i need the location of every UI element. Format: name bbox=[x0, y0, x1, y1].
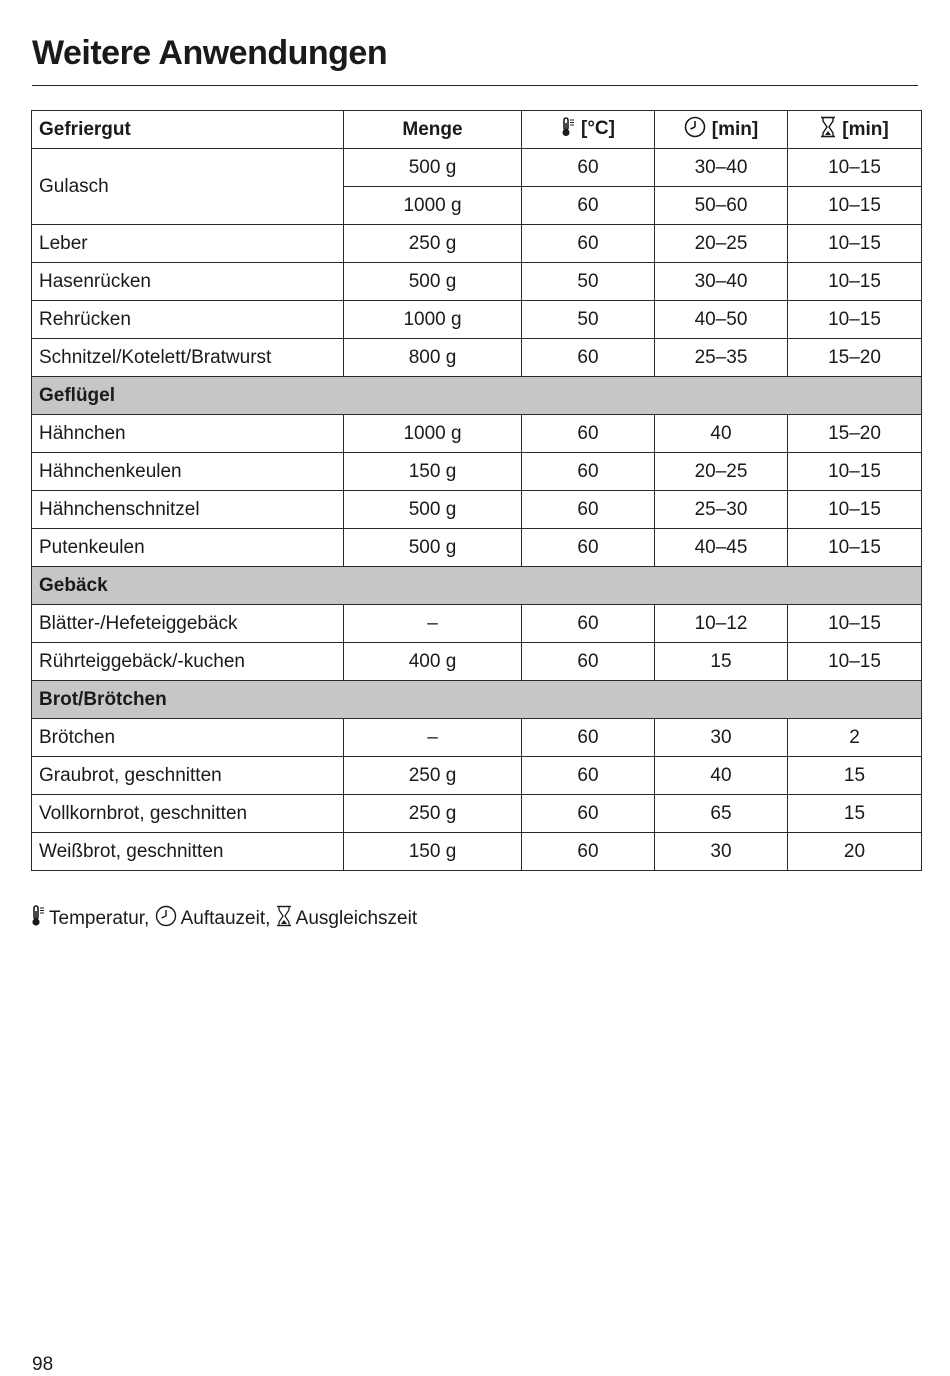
table-row bbox=[32, 643, 922, 681]
legend-thaw-time: Auftauzeit, bbox=[180, 908, 271, 929]
cell-item: Graubrot, geschnitten bbox=[32, 757, 344, 795]
section-header-row bbox=[32, 377, 922, 415]
section-header-row bbox=[32, 567, 922, 605]
legend-rest-time: Ausgleichszeit bbox=[295, 908, 418, 929]
table-row bbox=[32, 719, 922, 757]
cell-temperature: 50 bbox=[522, 301, 655, 339]
cell-quantity: 1000 g bbox=[344, 187, 522, 225]
cell-rest-time: 10–15 bbox=[788, 225, 922, 263]
cell-thaw-time: 15 bbox=[655, 643, 788, 681]
cell-quantity: 150 g bbox=[344, 453, 522, 491]
cell-thaw-time: 20–25 bbox=[655, 225, 788, 263]
cell-rest-time: 15 bbox=[788, 757, 922, 795]
cell-temperature: 60 bbox=[522, 605, 655, 643]
table-header-row bbox=[32, 111, 922, 149]
cell-temperature: 60 bbox=[522, 453, 655, 491]
table-row bbox=[32, 833, 922, 871]
cell-thaw-time: 30 bbox=[655, 719, 788, 757]
cell-quantity: 250 g bbox=[344, 795, 522, 833]
cell-temperature: 60 bbox=[522, 757, 655, 795]
cell-temperature: 60 bbox=[522, 491, 655, 529]
cell-thaw-time: 10–12 bbox=[655, 605, 788, 643]
cell-temperature: 60 bbox=[522, 415, 655, 453]
cell-quantity: 500 g bbox=[344, 149, 522, 187]
cell-thaw-time: 25–35 bbox=[655, 339, 788, 377]
cell-rest-time: 10–15 bbox=[788, 149, 922, 187]
table-row bbox=[32, 225, 922, 263]
cell-item: Schnitzel/Kotelett/Bratwurst bbox=[32, 339, 344, 377]
cell-item: Weißbrot, geschnitten bbox=[32, 833, 344, 871]
header-temperature-label: [°C] bbox=[581, 117, 615, 139]
cell-quantity: 1000 g bbox=[344, 415, 522, 453]
cell-rest-time: 15–20 bbox=[788, 415, 922, 453]
table-row bbox=[32, 795, 922, 833]
cell-thaw-time: 30 bbox=[655, 833, 788, 871]
table-row bbox=[32, 491, 922, 529]
table-row bbox=[32, 453, 922, 491]
thermometer-icon bbox=[31, 905, 45, 933]
cell-temperature: 60 bbox=[522, 719, 655, 757]
header-quantity: Menge bbox=[344, 111, 522, 149]
cell-rest-time: 10–15 bbox=[788, 643, 922, 681]
table-row bbox=[32, 263, 922, 301]
cell-item: Gulasch bbox=[32, 149, 344, 225]
header-temperature bbox=[522, 111, 655, 149]
cell-quantity: 500 g bbox=[344, 491, 522, 529]
cell-quantity: 250 g bbox=[344, 757, 522, 795]
cell-quantity: 150 g bbox=[344, 833, 522, 871]
cell-thaw-time: 40–45 bbox=[655, 529, 788, 567]
cell-temperature: 60 bbox=[522, 529, 655, 567]
cell-thaw-time: 30–40 bbox=[655, 149, 788, 187]
cell-temperature: 60 bbox=[522, 339, 655, 377]
cell-item: Hähnchenschnitzel bbox=[32, 491, 344, 529]
cell-quantity: 500 g bbox=[344, 529, 522, 567]
table-row bbox=[32, 757, 922, 795]
cell-rest-time: 10–15 bbox=[788, 529, 922, 567]
cell-quantity: 500 g bbox=[344, 263, 522, 301]
cell-rest-time: 15 bbox=[788, 795, 922, 833]
cell-rest-time: 10–15 bbox=[788, 605, 922, 643]
header-rest-time bbox=[788, 111, 922, 149]
cell-quantity: 1000 g bbox=[344, 301, 522, 339]
cell-thaw-time: 50–60 bbox=[655, 187, 788, 225]
cell-rest-time: 10–15 bbox=[788, 263, 922, 301]
header-thaw-time bbox=[655, 111, 788, 149]
cell-rest-time: 10–15 bbox=[788, 491, 922, 529]
cell-temperature: 60 bbox=[522, 149, 655, 187]
cell-temperature: 60 bbox=[522, 833, 655, 871]
page-title: Weitere Anwendungen bbox=[32, 34, 388, 72]
clock-icon bbox=[155, 905, 177, 933]
cell-rest-time: 2 bbox=[788, 719, 922, 757]
cell-quantity: 400 g bbox=[344, 643, 522, 681]
page-number: 98 bbox=[32, 1354, 54, 1375]
cell-rest-time: 10–15 bbox=[788, 187, 922, 225]
header-item: Gefriergut bbox=[32, 111, 344, 149]
cell-thaw-time: 25–30 bbox=[655, 491, 788, 529]
cell-item: Hasenrücken bbox=[32, 263, 344, 301]
cell-temperature: 50 bbox=[522, 263, 655, 301]
section-header-row bbox=[32, 681, 922, 719]
cell-thaw-time: 40–50 bbox=[655, 301, 788, 339]
header-rest-time-label: [min] bbox=[842, 118, 889, 140]
table-row bbox=[32, 415, 922, 453]
cell-temperature: 60 bbox=[522, 643, 655, 681]
cell-temperature: 60 bbox=[522, 225, 655, 263]
cell-item: Brötchen bbox=[32, 719, 344, 757]
cell-temperature: 60 bbox=[522, 795, 655, 833]
clock-icon bbox=[684, 116, 706, 144]
cell-thaw-time: 65 bbox=[655, 795, 788, 833]
table-row bbox=[32, 529, 922, 567]
cell-thaw-time: 20–25 bbox=[655, 453, 788, 491]
cell-item: Blätter-/Hefeteiggebäck bbox=[32, 605, 344, 643]
cell-quantity: 800 g bbox=[344, 339, 522, 377]
hourglass-icon bbox=[276, 905, 292, 933]
cell-thaw-time: 30–40 bbox=[655, 263, 788, 301]
table-row bbox=[32, 605, 922, 643]
cell-thaw-time: 40 bbox=[655, 415, 788, 453]
legend-temperature: Temperatur, bbox=[49, 908, 150, 929]
cell-item: Leber bbox=[32, 225, 344, 263]
hourglass-icon bbox=[820, 116, 836, 144]
cell-item: Putenkeulen bbox=[32, 529, 344, 567]
thermometer-icon bbox=[561, 117, 575, 143]
cell-rest-time: 20 bbox=[788, 833, 922, 871]
cell-quantity: 250 g bbox=[344, 225, 522, 263]
cell-rest-time: 10–15 bbox=[788, 453, 922, 491]
section-title-brot: Brot/Brötchen bbox=[32, 681, 922, 719]
cell-item: Rührteiggebäck/-kuchen bbox=[32, 643, 344, 681]
cell-thaw-time: 40 bbox=[655, 757, 788, 795]
header-thaw-time-label: [min] bbox=[711, 118, 759, 140]
legend bbox=[31, 905, 417, 933]
table-row bbox=[32, 149, 922, 187]
table-row bbox=[32, 339, 922, 377]
cell-item: Rehrücken bbox=[32, 301, 344, 339]
section-title-gefluegel: Geflügel bbox=[32, 377, 922, 415]
thawing-table bbox=[31, 110, 922, 871]
cell-item: Hähnchenkeulen bbox=[32, 453, 344, 491]
cell-quantity: – bbox=[344, 605, 522, 643]
cell-quantity: – bbox=[344, 719, 522, 757]
section-title-gebaeck: Gebäck bbox=[32, 567, 922, 605]
title-divider bbox=[32, 85, 918, 86]
table-row bbox=[32, 301, 922, 339]
cell-item: Hähnchen bbox=[32, 415, 344, 453]
cell-rest-time: 15–20 bbox=[788, 339, 922, 377]
cell-temperature: 60 bbox=[522, 187, 655, 225]
cell-item: Vollkornbrot, geschnitten bbox=[32, 795, 344, 833]
cell-rest-time: 10–15 bbox=[788, 301, 922, 339]
